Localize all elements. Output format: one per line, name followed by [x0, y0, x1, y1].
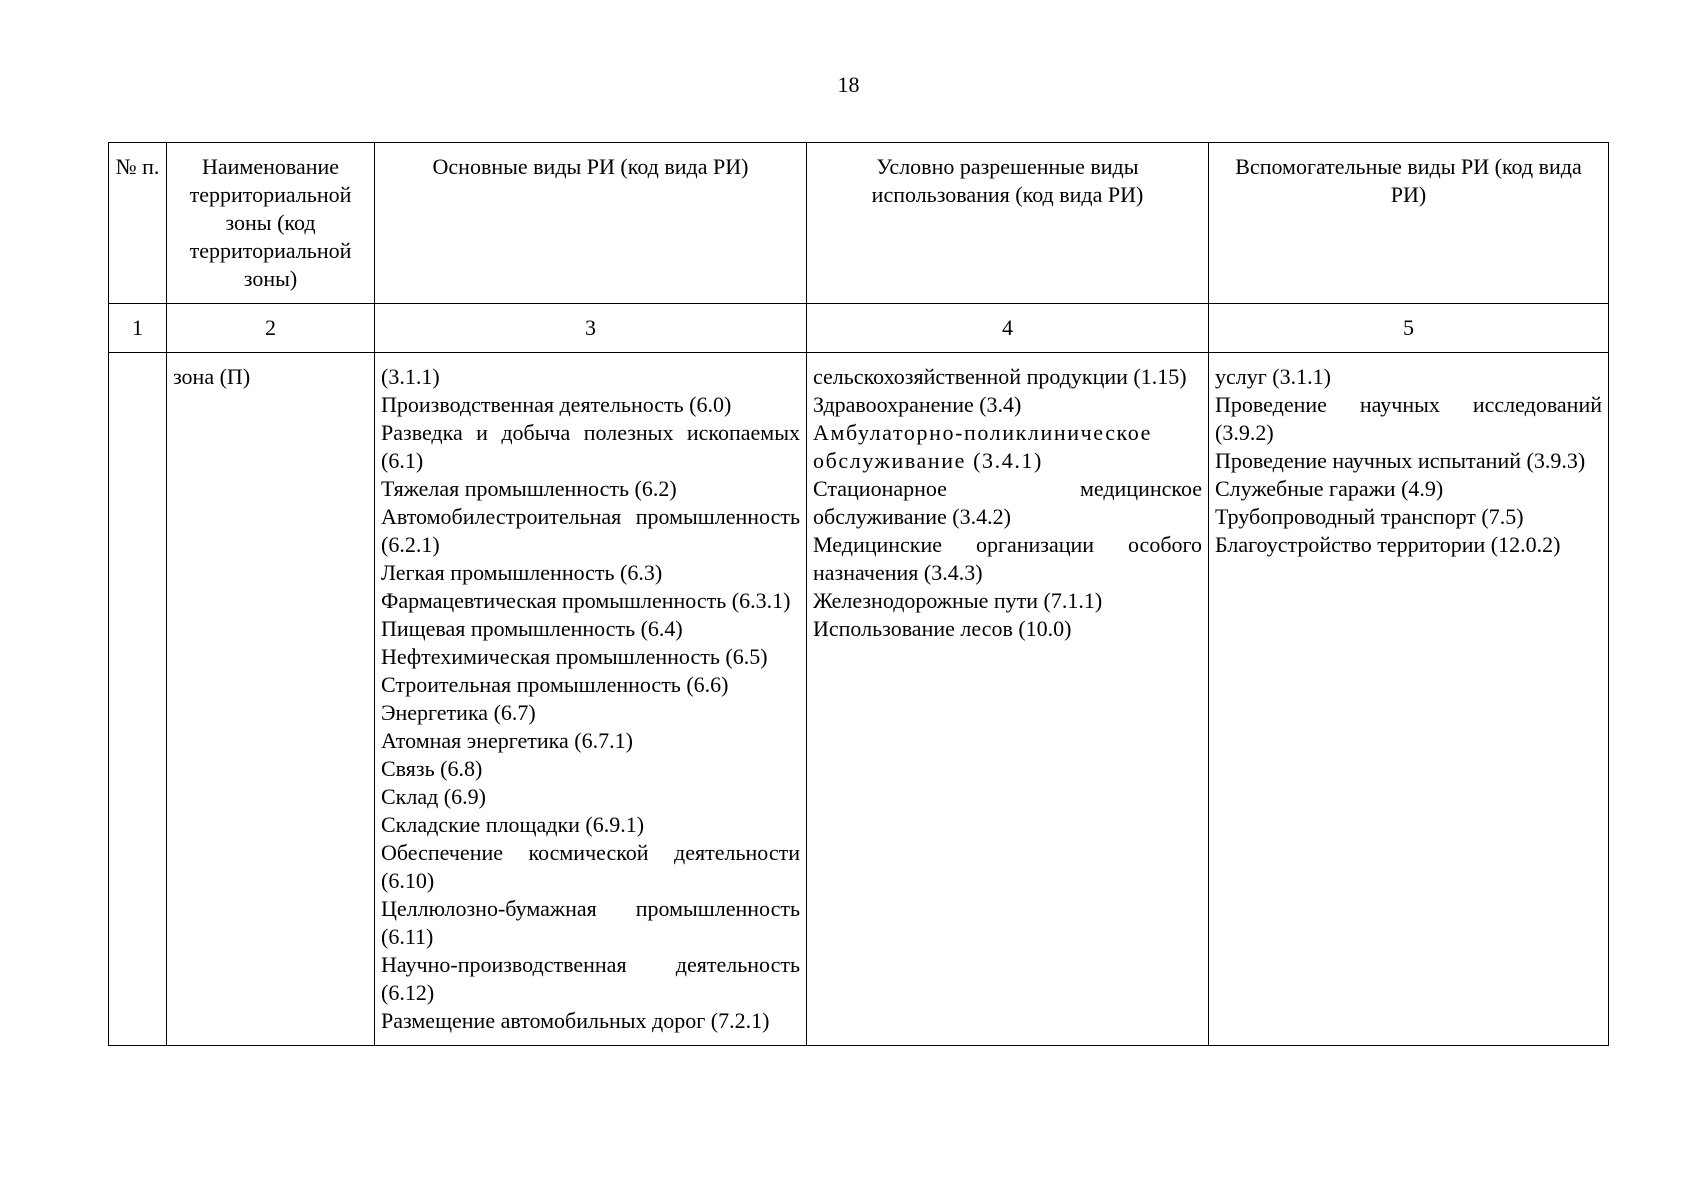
- column-number: 3: [375, 304, 807, 353]
- list-item: Целлюлозно-бумажная промышленность (6.11): [381, 896, 800, 949]
- list-item: Стационарное медицинское обслуживание (3.4.2): [813, 476, 1202, 529]
- list-item: Здравоохранение (3.4): [813, 392, 1022, 417]
- column-number-row: [109, 304, 1609, 353]
- list-item: Обеспечение космической деятельности (6.10): [381, 840, 800, 893]
- list-item: Медицинские организации особого назначения (3.4.3): [813, 532, 1202, 585]
- zones-table: [108, 142, 1609, 1046]
- conditional-uses-cell: [807, 353, 1209, 1046]
- list-item: Размещение автомобильных дорог (7.2.1): [381, 1008, 770, 1033]
- list-item: сельскохозяйственной продукции (1.15): [813, 364, 1187, 389]
- zone-name: зона (П): [167, 353, 375, 1046]
- list-item: Тяжелая промышленность (6.2): [381, 476, 677, 501]
- list-item: Железнодорожные пути (7.1.1): [813, 588, 1103, 613]
- header-number: № п.: [109, 143, 167, 304]
- list-item: Использование лесов (10.0): [813, 616, 1072, 641]
- list-item: Склад (6.9): [381, 784, 486, 809]
- list-item: Строительная промышленность (6.6): [381, 672, 729, 697]
- list-item: Автомобилестроительная промышленность (6.2.1): [381, 504, 800, 557]
- header-row: [109, 143, 1609, 304]
- list-item: Благоустройство территории (12.0.2): [1215, 532, 1561, 557]
- list-item: Фармацевтическая промышленность (6.3.1): [381, 588, 791, 613]
- list-item: Проведение научных исследований (3.9.2): [1215, 392, 1602, 445]
- list-item: Легкая промышленность (6.3): [381, 560, 663, 585]
- auxiliary-uses-cell: [1209, 353, 1609, 1046]
- header-conditional-uses: Условно разрешенные виды использования (код вида РИ): [807, 143, 1209, 304]
- list-item: Пищевая промышленность (6.4): [381, 616, 683, 641]
- list-item: (3.1.1): [381, 364, 440, 389]
- header-auxiliary-uses: Вспомогательные виды РИ (код вида РИ): [1209, 143, 1609, 304]
- header-main-uses: Основные виды РИ (код вида РИ): [375, 143, 807, 304]
- list-item: Энергетика (6.7): [381, 700, 536, 725]
- list-item: Проведение научных испытаний (3.9.3): [1215, 448, 1586, 473]
- list-item: услуг (3.1.1): [1215, 364, 1331, 389]
- list-item: Научно-производственная деятельность (6.12): [381, 952, 800, 1005]
- list-item: Служебные гаражи (4.9): [1215, 476, 1444, 501]
- column-number: 4: [807, 304, 1209, 353]
- list-item: Разведка и добыча полезных ископаемых (6.1): [381, 420, 800, 473]
- list-item: Нефтехимическая промышленность (6.5): [381, 644, 768, 669]
- list-item: Связь (6.8): [381, 756, 483, 781]
- column-number: 5: [1209, 304, 1609, 353]
- column-number: 1: [109, 304, 167, 353]
- list-item: Трубопроводный транспорт (7.5): [1215, 504, 1524, 529]
- table-row: [109, 353, 1609, 1046]
- list-item: Складские площадки (6.9.1): [381, 812, 645, 837]
- column-number: 2: [167, 304, 375, 353]
- list-item: Производственная деятельность (6.0): [381, 392, 732, 417]
- page-number: 18: [837, 72, 860, 97]
- list-item: Атомная энергетика (6.7.1): [381, 728, 633, 753]
- list-item: Амбулаторно-поликлиническое обслуживание (3.4.1): [813, 420, 1152, 473]
- header-zone-name: Наименование территориальной зоны (код территориальной зоны): [167, 143, 375, 304]
- main-uses-cell: [375, 353, 807, 1046]
- row-number: [109, 353, 167, 1046]
